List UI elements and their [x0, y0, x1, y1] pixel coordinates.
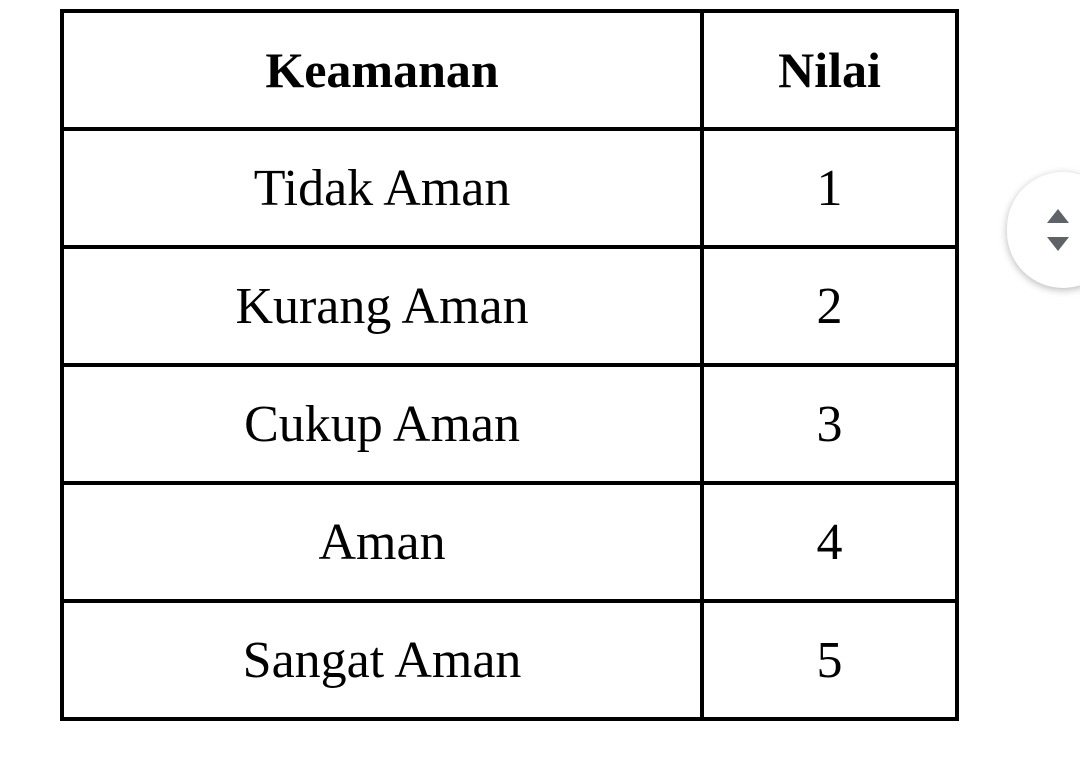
cell-keamanan: Cukup Aman	[62, 365, 702, 483]
cell-nilai: 3	[702, 365, 957, 483]
cell-nilai: 1	[702, 129, 957, 247]
cell-nilai: 4	[702, 483, 957, 601]
cell-keamanan: Tidak Aman	[62, 129, 702, 247]
cell-keamanan: Aman	[62, 483, 702, 601]
table-row	[62, 129, 957, 247]
table-row	[62, 247, 957, 365]
table-header-row	[62, 11, 957, 129]
header-keamanan: Keamanan	[62, 11, 702, 129]
table-row	[62, 365, 957, 483]
cell-keamanan: Sangat Aman	[62, 601, 702, 719]
security-score-table	[60, 9, 959, 721]
up-down-arrows-icon	[1045, 207, 1071, 253]
cell-nilai: 2	[702, 247, 957, 365]
header-nilai: Nilai	[702, 11, 957, 129]
cell-nilai: 5	[702, 601, 957, 719]
scroll-handle-button[interactable]	[1007, 172, 1080, 288]
table-row	[62, 601, 957, 719]
table-row	[62, 483, 957, 601]
cell-keamanan: Kurang Aman	[62, 247, 702, 365]
